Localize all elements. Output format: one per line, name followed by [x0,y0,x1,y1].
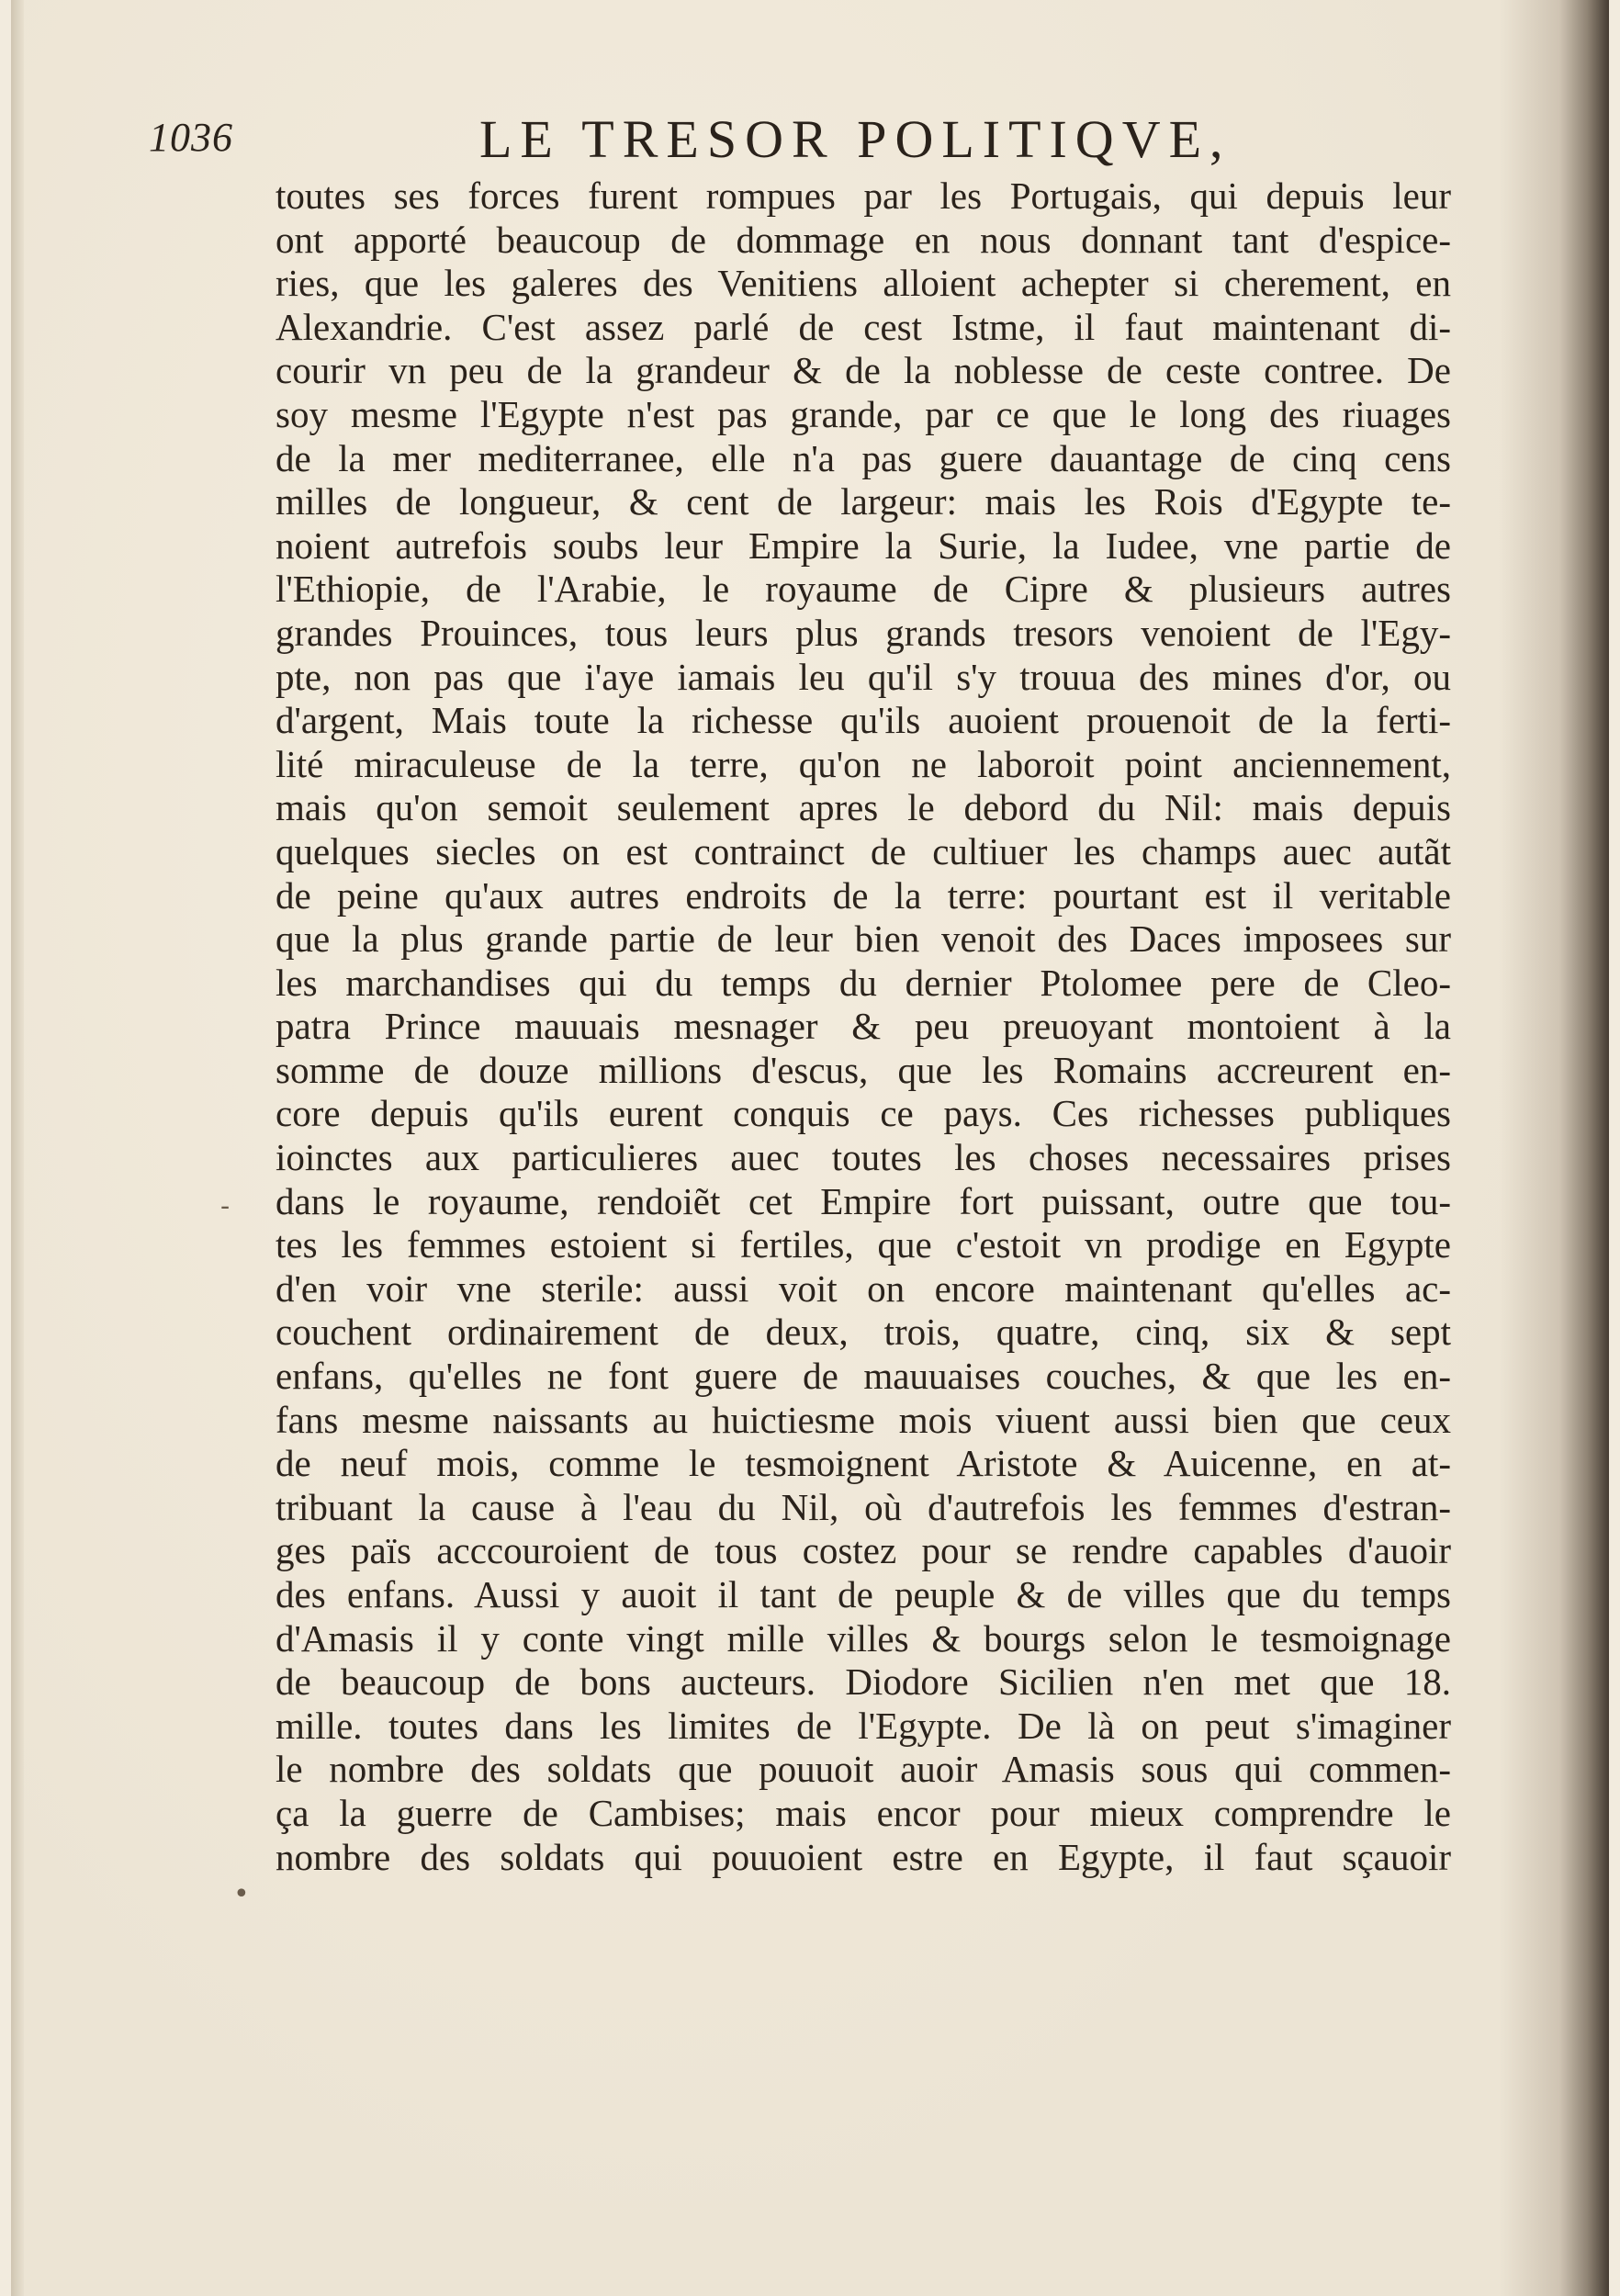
page-number: 1036 [149,115,233,160]
text-line: ioinctes aux particulieres auec toutes les choses necessaires prises [276,1136,1451,1179]
text-line: mille. toutes dans les limites de l'Egypte. De là on peut s'imaginer [276,1704,1451,1747]
text-line: quelques siecles on est contrainct de cultiuer les champs auec autãt [276,829,1451,872]
text-line: fans mesme naissants au huictiesme mois viuent aussi bien que ceux [276,1398,1451,1441]
spine-shadow [1499,0,1609,2296]
text-line: de la mer mediterranee, elle n'a pas guere dauantage de cinq cens [276,436,1451,479]
margin-mark: • [233,1878,250,1910]
text-line: ça la guerre de Cambises; mais encor pour mieux comprendre le [276,1791,1451,1834]
text-line: grandes Prouinces, tous leurs plus grands tresors venoient de l'Egy- [276,611,1451,654]
text-line: Alexandrie. C'est assez parlé de cest Istme, il faut maintenant di- [276,305,1451,348]
text-line: courir vn peu de la grandeur & de la noblesse de ceste contree. De [276,349,1451,392]
text-line: toutes ses forces furent rompues par les Portugais, qui depuis leur [276,174,1451,217]
text-line: les marchandises qui du temps du dernier Ptolomee pere de Cleo- [276,961,1451,1004]
page-left-edge [11,0,24,2296]
text-line: enfans, qu'elles ne font guere de mauuaises couches, & que les en- [276,1355,1451,1398]
text-line: patra Prince mauuais mesnager & peu preuoyant montoient à la [276,1005,1451,1048]
text-line: lité miraculeuse de la terre, qu'on ne laboroit point anciennement, [276,742,1451,785]
text-line: noient autrefois soubs leur Empire la Surie, la Iudee, vne partie de [276,523,1451,567]
text-line: mais qu'on semoit seulement apres le debord du Nil: mais depuis [276,786,1451,829]
book-page [11,0,1609,2296]
text-line: couchent ordinairement de deux, trois, quatre, cinq, six & sept [276,1311,1451,1354]
text-line: de neuf mois, comme le tesmoignent Aristote & Auicenne, en at- [276,1442,1451,1485]
text-line: dans le royaume, rendoiẽt cet Empire fort puissant, outre que tou- [276,1179,1451,1222]
text-line: de beaucoup de bons aucteurs. Diodore Sicilien n'en met que 18. [276,1660,1451,1704]
text-line: milles de longueur, & cent de largeur: mais les Rois d'Egypte te- [276,480,1451,523]
text-line: ont apporté beaucoup de dommage en nous donnant tant d'espice- [276,218,1451,261]
text-line: pte, non pas que i'aye iamais leu qu'il s'y trouua des mines d'or, ou [276,655,1451,698]
text-line: l'Ethiopie, de l'Arabie, le royaume de Cipre & plusieurs autres [276,568,1451,611]
text-line: des enfans. Aussi y auoit il tant de peuple & de villes que du temps [276,1573,1451,1615]
text-line: d'argent, Mais toute la richesse qu'ils auoient prouenoit de la ferti- [276,699,1451,742]
text-line: de peine qu'aux autres endroits de la terre: pourtant est il veritable [276,873,1451,917]
page-header [149,108,1288,173]
running-title: LE TRESOR POLITIQVE, [479,109,1232,169]
body-text [276,174,1451,1879]
text-line: soy mesme l'Egypte n'est pas grande, par ce que le long des riuages [276,392,1451,435]
text-line: le nombre des soldats que pouuoit auoir Amasis sous qui commen- [276,1748,1451,1791]
text-line: d'en voir vne sterile: aussi voit on encore maintenant qu'elles ac- [276,1266,1451,1310]
text-line: tes les femmes estoient si fertiles, que c'estoit vn prodige en Egypte [276,1223,1451,1266]
margin-mark: - [220,1190,231,1222]
text-line: que la plus grande partie de leur bien venoit des Daces imposees sur [276,917,1451,961]
text-line: ges païs acccouroient de tous costez pour se rendre capables d'auoir [276,1529,1451,1572]
text-line: nombre des soldats qui pouuoient estre en Egypte, il faut sçauoir [276,1835,1451,1878]
text-line: ries, que les galeres des Venitiens alloient achepter si cherement, en [276,262,1451,305]
text-line: tribuant la cause à l'eau du Nil, où d'autrefois les femmes d'estran- [276,1485,1451,1528]
text-line: d'Amasis il y conte vingt mille villes & bourgs selon le tesmoignage [276,1616,1451,1660]
text-line: core depuis qu'ils eurent conquis ce pays. Ces richesses publiques [276,1092,1451,1135]
text-line: somme de douze millions d'escus, que les Romains accreurent en- [276,1048,1451,1091]
